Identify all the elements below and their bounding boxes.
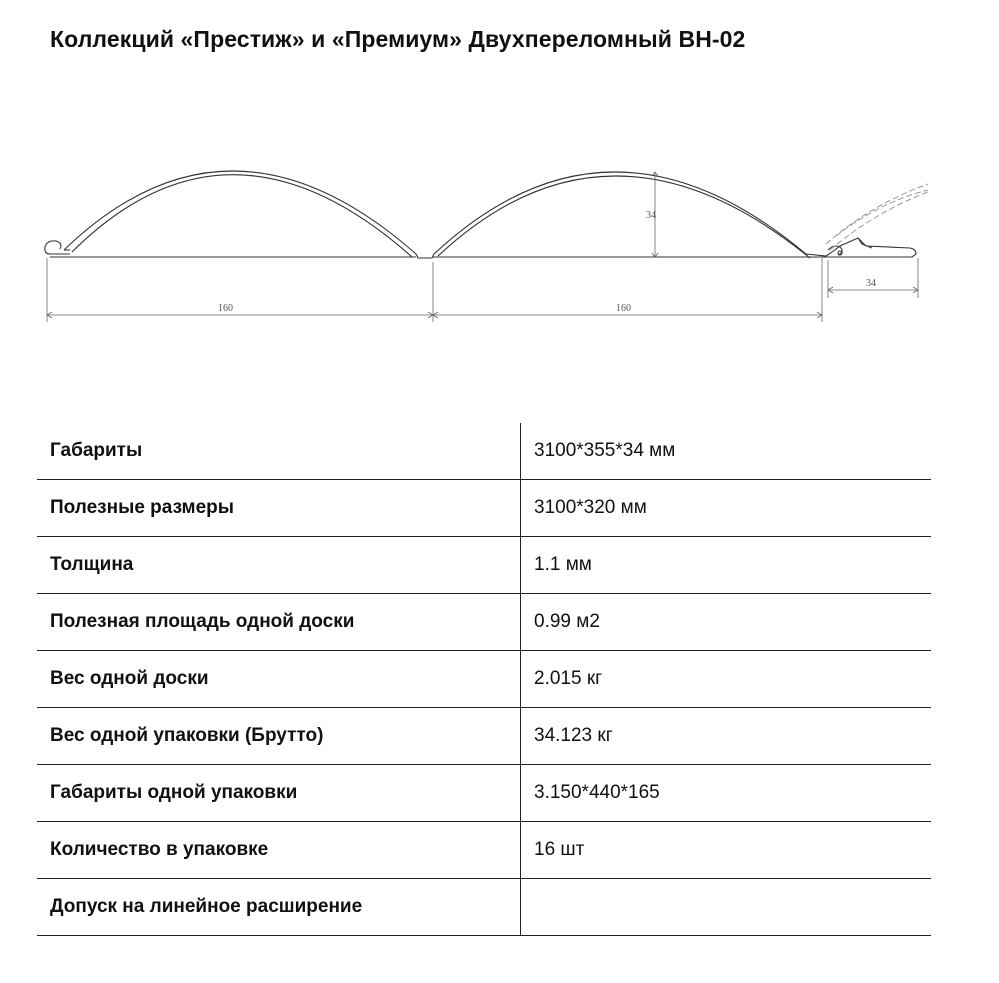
table-row <box>37 651 931 708</box>
table-row <box>37 423 931 480</box>
table-row <box>37 594 931 651</box>
spec-value: 3100*320 мм <box>521 480 932 537</box>
spec-label: Количество в упаковке <box>37 822 521 879</box>
width-dimensions <box>47 258 918 322</box>
right-width-label: 160 <box>616 303 631 314</box>
spec-value: 1.1 мм <box>521 537 932 594</box>
spec-value: 3.150*440*165 <box>521 765 932 822</box>
spec-value: 16 шт <box>521 822 932 879</box>
spec-label: Полезные размеры <box>37 480 521 537</box>
spec-value: 2.015 кг <box>521 651 932 708</box>
spec-label: Допуск на линейное расширение <box>37 879 521 936</box>
table-row <box>37 822 931 879</box>
spec-value: 0.99 м2 <box>521 594 932 651</box>
table-row <box>37 879 931 936</box>
spec-value: 3100*355*34 мм <box>521 423 932 480</box>
spec-value: 34.123 кг <box>521 708 932 765</box>
lock-width-label: 34 <box>866 278 876 289</box>
spec-value <box>521 879 932 936</box>
spec-label: Вес одной упаковки (Брутто) <box>37 708 521 765</box>
profile-outline <box>45 171 916 258</box>
spec-label: Габариты одной упаковки <box>37 765 521 822</box>
left-width-label: 160 <box>218 303 233 314</box>
height-label: 34 <box>646 210 656 221</box>
spec-label: Полезная площадь одной доски <box>37 594 521 651</box>
spec-table <box>37 423 931 936</box>
table-row <box>37 480 931 537</box>
spec-label: Габариты <box>37 423 521 480</box>
profile-drawing <box>0 0 999 400</box>
ghost-profile <box>826 184 928 250</box>
page-title: Коллекций «Престиж» и «Премиум» Двухпереломный ВН-02 <box>50 26 746 52</box>
table-row <box>37 765 931 822</box>
table-row <box>37 537 931 594</box>
table-row <box>37 708 931 765</box>
spec-label: Вес одной доски <box>37 651 521 708</box>
spec-label: Толщина <box>37 537 521 594</box>
